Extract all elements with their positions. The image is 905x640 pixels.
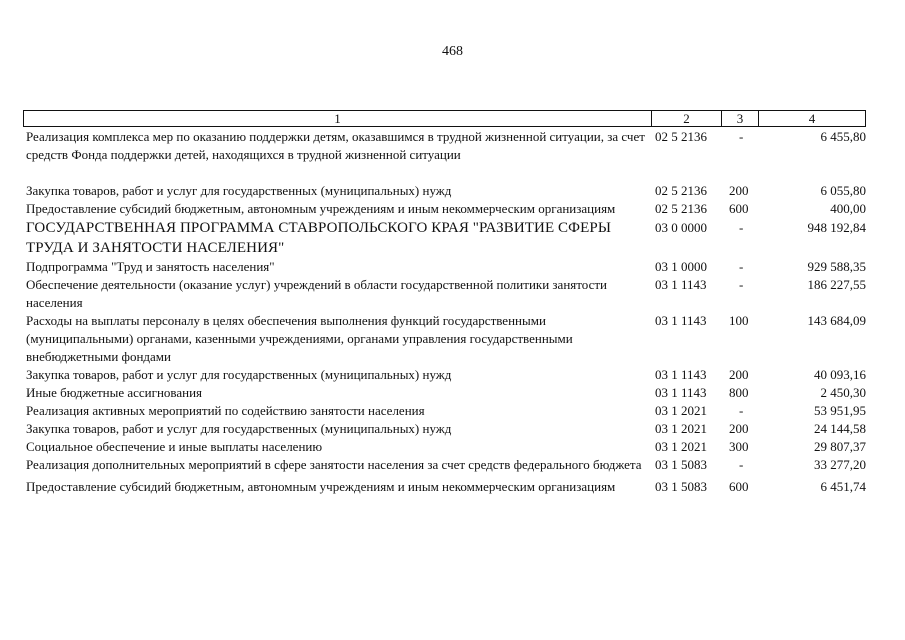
table-row bbox=[23, 420, 866, 438]
row-expense-type: 800 bbox=[729, 385, 749, 400]
row-description: ГОСУДАРСТВЕННАЯ ПРОГРАММА СТАВРОПОЛЬСКОГО КРАЯ "РАЗВИТИЕ СФЕРЫ ТРУДА И ЗАНЯТОСТИ НАСЕЛЕНИЯ" bbox=[26, 220, 611, 256]
row-description: Обеспечение деятельности (оказание услуг) учреждений в области государственной политики занятости населения bbox=[26, 277, 608, 310]
row-sum: 6 455,80 bbox=[820, 129, 866, 144]
row-description: Реализация активных мероприятий по содействию занятости населения bbox=[26, 403, 425, 418]
row-code: 02 5 2136 bbox=[655, 129, 707, 144]
row-description: Реализация дополнительных мероприятий в сфере занятости населения за счет средств федерального бюджета bbox=[26, 457, 642, 472]
row-sum: 33 277,20 bbox=[814, 457, 866, 472]
row-description: Расходы на выплаты персоналу в целях обеспечения выполнения функций государственными (муниципальными) органами, казенными учреждениями, органами управления государственными внебюджетными фондами bbox=[26, 313, 573, 364]
table-header bbox=[23, 110, 866, 127]
row-code: 03 1 2021 bbox=[655, 421, 707, 436]
row-code: 02 5 2136 bbox=[655, 183, 707, 198]
table-row bbox=[23, 478, 866, 496]
row-sum: 186 227,55 bbox=[807, 277, 866, 292]
row-expense-type: - bbox=[739, 129, 744, 144]
row-expense-type: 200 bbox=[729, 367, 749, 382]
row-expense-type: 200 bbox=[729, 421, 749, 436]
table-row bbox=[23, 438, 866, 456]
header-col-3: 3 bbox=[722, 111, 759, 126]
row-code: 03 1 2021 bbox=[655, 403, 707, 418]
row-expense-type: 100 bbox=[729, 313, 749, 328]
row-code: 03 1 1143 bbox=[655, 313, 707, 328]
table-row bbox=[23, 128, 866, 164]
row-expense-type: - bbox=[739, 259, 744, 274]
header-col-1: 1 bbox=[24, 111, 652, 126]
table-row bbox=[23, 366, 866, 384]
row-code: 03 1 5083 bbox=[655, 479, 707, 494]
row-expense-type: 600 bbox=[729, 479, 749, 494]
row-description: Предоставление субсидий бюджетным, автономным учреждениям и иным некоммерческим организациям bbox=[26, 479, 616, 494]
row-code: 03 1 5083 bbox=[655, 457, 707, 472]
row-sum: 6 451,74 bbox=[820, 479, 866, 494]
row-sum: 929 588,35 bbox=[807, 259, 866, 274]
table-row bbox=[23, 384, 866, 402]
row-sum: 6 055,80 bbox=[820, 183, 866, 198]
page-number: 468 bbox=[442, 44, 463, 59]
row-expense-type: 300 bbox=[729, 439, 749, 454]
row-expense-type: - bbox=[739, 457, 744, 472]
row-description: Закупка товаров, работ и услуг для государственных (муниципальных) нужд bbox=[26, 421, 452, 436]
header-col-4: 4 bbox=[808, 111, 816, 126]
table-row bbox=[23, 182, 866, 200]
row-sum: 40 093,16 bbox=[814, 367, 866, 382]
row-sum: 24 144,58 bbox=[814, 421, 866, 436]
header-col-2: 2 bbox=[652, 111, 722, 126]
row-description: Реализация комплекса мер по оказанию поддержки детям, оказавшимся в трудной жизненной ситуации, за счет средств Фонда поддержки детей, находящихся в трудной жизненной ситуации bbox=[26, 129, 645, 162]
row-description: Иные бюджетные ассигнования bbox=[26, 385, 203, 400]
table-row bbox=[23, 276, 866, 312]
row-sum: 948 192,84 bbox=[807, 220, 866, 235]
row-code: 03 1 1143 bbox=[655, 385, 707, 400]
table-row bbox=[23, 258, 866, 276]
row-code: 03 1 1143 bbox=[655, 367, 707, 382]
row-description: Закупка товаров, работ и услуг для государственных (муниципальных) нужд bbox=[26, 183, 452, 198]
row-code: 03 1 2021 bbox=[655, 439, 707, 454]
table-row bbox=[23, 312, 866, 366]
row-sum: 2 450,30 bbox=[820, 385, 866, 400]
table-row bbox=[23, 218, 866, 258]
row-expense-type: 600 bbox=[729, 201, 749, 216]
table-row bbox=[23, 456, 866, 474]
table-body bbox=[23, 128, 866, 496]
row-description: Предоставление субсидий бюджетным, автономным учреждениям и иным некоммерческим организациям bbox=[26, 201, 616, 216]
row-sum: 53 951,95 bbox=[814, 403, 866, 418]
row-expense-type: 200 bbox=[729, 183, 749, 198]
row-code: 03 1 1143 bbox=[655, 277, 707, 292]
row-expense-type: - bbox=[739, 277, 744, 292]
table-row bbox=[23, 200, 866, 218]
table-row bbox=[23, 402, 866, 420]
row-sum: 400,00 bbox=[830, 201, 866, 216]
row-sum: 29 807,37 bbox=[814, 439, 866, 454]
row-code: 02 5 2136 bbox=[655, 201, 707, 216]
row-description: Социальное обеспечение и иные выплаты населению bbox=[26, 439, 323, 454]
row-code: 03 0 0000 bbox=[655, 220, 707, 235]
row-sum: 143 684,09 bbox=[807, 313, 866, 328]
row-expense-type: - bbox=[739, 403, 744, 418]
row-code: 03 1 0000 bbox=[655, 259, 707, 274]
row-expense-type: - bbox=[739, 220, 744, 235]
row-description: Подпрограмма "Труд и занятость населения" bbox=[26, 259, 275, 274]
row-description: Закупка товаров, работ и услуг для государственных (муниципальных) нужд bbox=[26, 367, 452, 382]
